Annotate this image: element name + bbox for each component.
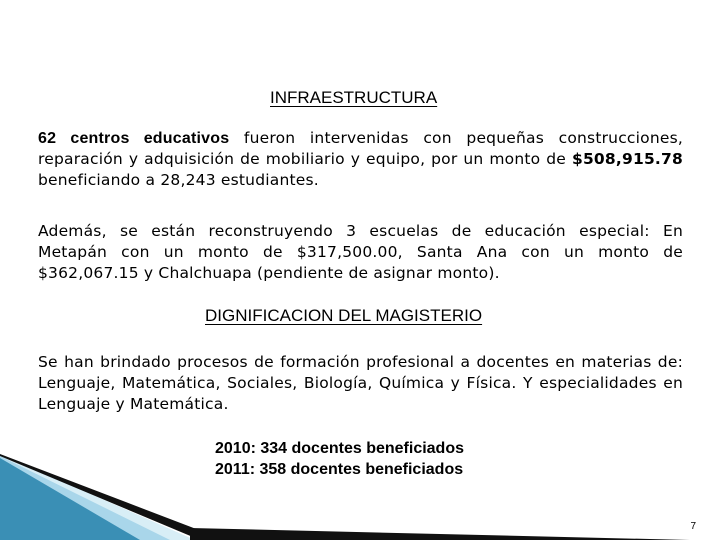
highlight-centros: 62 centros educativos xyxy=(38,130,230,147)
paragraph-text-tail: beneficiando a 28,243 estudiantes. xyxy=(38,171,319,189)
stat-line-2011: 2011: 358 docentes beneficiados xyxy=(215,461,464,478)
page-number: 7 xyxy=(690,521,696,532)
stats-block xyxy=(215,438,464,480)
paragraph-centros-educativos xyxy=(38,128,683,191)
paragraph-text: fueron intervenidas con pequeñas construcciones, reparación y adquisición de mobiliario y equipo, por un monto de xyxy=(38,129,683,168)
paragraph-escuelas-especiales: Además, se están reconstruyendo 3 escuelas de educación especial: En Metapán con un monto de $317,500.00, Santa Ana con un monto de $362,067.15 y Chalchuapa (pendiente de asignar monto). xyxy=(38,222,683,282)
stat-line-2010: 2010: 334 docentes beneficiados xyxy=(215,440,464,457)
paragraph-formacion-docentes: Se han brindado procesos de formación profesional a docentes en materias de: Lenguaje, Matemática, Sociales, Biología, Química y Física. Y especialidades en Lenguaje y Matemática. xyxy=(38,353,683,413)
heading-infraestructura: INFRAESTRUCTURA xyxy=(270,88,438,107)
heading-dignificacion: DIGNIFICACION DEL MAGISTERIO xyxy=(205,306,483,325)
swoosh-bottom-line xyxy=(190,528,690,540)
highlight-amount: $508,915.78 xyxy=(571,150,683,168)
